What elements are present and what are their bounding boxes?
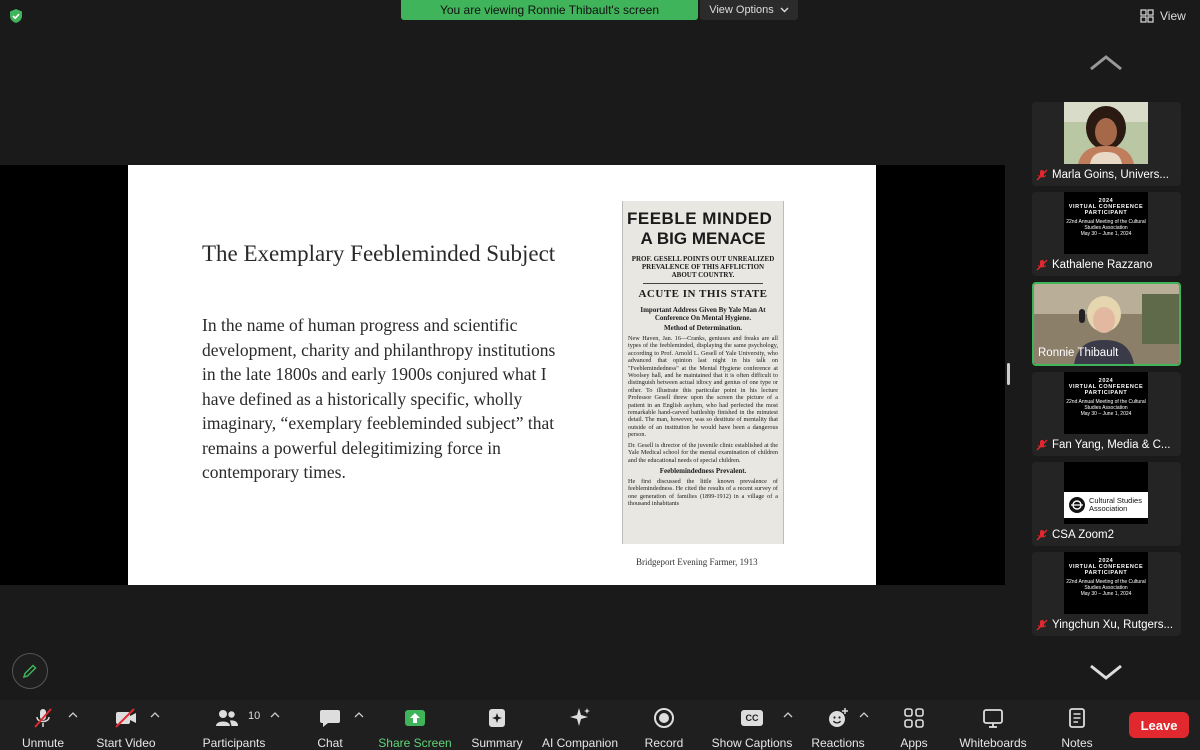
apps-icon (903, 707, 925, 729)
slide-title: The Exemplary Feebleminded Subject (202, 241, 556, 266)
participant-tile-kathalene[interactable] (1032, 192, 1181, 276)
conference-badge-fan: 2024 VIRTUAL CONFERENCE PARTICIPANT 22nd Annual Meeting of the Cultural Studies Association May 30 – June 1, 2024 (1064, 372, 1148, 434)
clipping-text-3: He first discussed the little known prevalence of feeblemindedness. He cited the results of a recent survey of one generation of families (1899-1912) in a village of a thousand inhabitants (628, 477, 778, 508)
share-screen-button[interactable]: Share Screen (376, 700, 454, 750)
chat-button[interactable]: Chat (304, 700, 356, 750)
start-video-button[interactable]: Start Video (92, 700, 160, 750)
conference-badge-kathalene: 2024 VIRTUAL CONFERENCE PARTICIPANT 22nd Annual Meeting of the Cultural Studies Association May 30 – June 1, 2024 (1064, 192, 1148, 254)
participant-name-ronnie: Ronnie Thibault (1038, 347, 1119, 359)
whiteboards-button[interactable]: Whiteboards (954, 700, 1032, 750)
annotate-button[interactable] (12, 653, 48, 689)
participant-name-csa-zoom2: CSA Zoom2 (1036, 527, 1114, 543)
video-options-caret-icon[interactable] (150, 712, 160, 718)
chat-options-caret-icon[interactable] (354, 712, 364, 718)
mic-muted-icon (32, 707, 54, 729)
conference-badge-yingchun: 2024 VIRTUAL CONFERENCE PARTICIPANT 22nd Annual Meeting of the Cultural Studies Association May 30 – June 1, 2024 (1064, 552, 1148, 614)
video-off-icon (114, 707, 138, 729)
participant-tile-csa-zoom2[interactable] (1032, 462, 1181, 546)
csa-logo-icon (1068, 496, 1086, 514)
participants-button[interactable]: Participants (198, 700, 270, 750)
show-captions-button[interactable]: CC Show Captions (708, 700, 796, 750)
view-button[interactable] (1140, 6, 1186, 26)
ai-sparkle-icon (568, 706, 592, 730)
clipping-deck: Important Address Given By Yale Man At Conference On Mental Hygiene. (640, 306, 766, 322)
mic-off-icon (1036, 529, 1048, 541)
chat-bubble-icon (319, 707, 341, 729)
viewing-screen-text: You are viewing Ronnie Thibault's screen (439, 3, 660, 17)
apps-button[interactable]: Apps (890, 700, 938, 750)
view-options-button[interactable] (700, 0, 798, 20)
participant-name-yingchun: Yingchun Xu, Rutgers... (1036, 617, 1173, 633)
security-shield-icon[interactable] (8, 8, 24, 24)
clipping-caption: Bridgeport Evening Farmer, 1913 (636, 557, 758, 567)
notes-button[interactable]: Notes (1052, 700, 1102, 750)
participant-tile-marla[interactable] (1032, 102, 1181, 186)
participants-options-caret-icon[interactable] (270, 712, 280, 718)
slide-body-text: In the name of human progress and scientific development, charity and philanthropy institutions in the late 1800s and early 1900s conjured what I have defined as a historically specific, wholly imaginary, “exemplary feebleminded subject” that remains a powerful delegitimizing force in contemporary times. (202, 315, 556, 482)
clipping-rule (643, 283, 763, 284)
participant-name-kathalene: Kathalene Razzano (1036, 257, 1152, 273)
csa-logo-line1: Cultural Studies (1089, 496, 1142, 505)
clipping-headline-1: FEEBLE MINDED (627, 209, 773, 228)
smiley-reaction-icon (827, 707, 849, 729)
shared-screen-area (0, 165, 1005, 585)
summary-button[interactable]: Summary (466, 700, 528, 750)
participant-tile-yingchun[interactable] (1032, 552, 1181, 636)
clipping-headline-2: A BIG MENACE (640, 229, 766, 248)
presentation-slide (128, 165, 876, 585)
participant-count: 10 (248, 710, 261, 722)
unmute-options-caret-icon[interactable] (68, 712, 78, 718)
mic-off-icon (1036, 169, 1048, 181)
clipping-state-heading: ACUTE IN THIS STATE (638, 288, 768, 300)
clipping-subhead: PROF. GESELL POINTS OUT UNREALIZED PREVALENCE OF THIS AFFLICTION ABOUT COUNTRY. (631, 255, 775, 279)
ai-companion-button[interactable]: AI Companion (540, 700, 620, 750)
record-icon (653, 707, 675, 729)
scroll-up-chevron-icon[interactable] (1089, 54, 1123, 72)
newspaper-clipping-image (622, 201, 784, 544)
reactions-button[interactable]: Reactions (808, 700, 868, 750)
clipping-section-2: Feeblemindedness Prevalent. (659, 466, 747, 475)
meeting-toolbar (0, 700, 1200, 750)
chevron-down-icon (780, 7, 789, 13)
share-screen-icon (404, 708, 426, 728)
csa-logo-line2: Association (1089, 504, 1128, 513)
csa-logo-image (1064, 462, 1148, 524)
clipping-text-1: New Haven, Jan. 16—Cranks, geniuses and freaks are all types of the feebleminded, displaying the same psychology, according to Prof. Arnold L. Gesell of Yale University, who advanced that opinion last night in his talk on "Feeblemindedness" at the Mental Hygiene conference at Woolsey hall, and he maintained that it is often difficult to distinguish between actual idiocy and genius of one type or other. To illustrate this particular point in his lecture Professor Gesell threw upon the screen the picture of a patient in an English asylum, who had perfected the most remarkable hand-carved battleship finished in the minutest detail. The man, however, was so destitute of mentality that outside of an institution he would have been a dangerous person. (628, 335, 778, 439)
summary-sparkle-doc-icon (486, 707, 508, 729)
participant-name-marla: Marla Goins, Univers... (1036, 167, 1169, 183)
clipping-text-2: Dr. Gesell is director of the juvenile clinic established at the Yale Medical school for the mental examination of children and the educational needs of special children. (628, 441, 778, 464)
mic-off-icon (1036, 619, 1048, 631)
participant-tile-fan[interactable] (1032, 372, 1181, 456)
mic-off-icon (1036, 259, 1048, 271)
reactions-options-caret-icon[interactable] (859, 712, 869, 718)
notes-icon (1066, 707, 1088, 729)
mic-off-icon (1036, 439, 1048, 451)
closed-captions-icon: CC (741, 710, 763, 726)
participant-video-marla (1064, 102, 1148, 164)
participant-tile-ronnie[interactable] (1032, 282, 1181, 366)
unmute-button[interactable]: Unmute (14, 700, 72, 750)
panel-resize-handle[interactable] (1007, 363, 1010, 385)
pencil-icon (22, 663, 38, 679)
grid-view-icon (1140, 9, 1154, 23)
record-button[interactable]: Record (638, 700, 690, 750)
participant-name-fan: Fan Yang, Media & C... (1036, 437, 1170, 453)
view-label: View (1160, 9, 1186, 23)
leave-button[interactable]: Leave (1129, 712, 1189, 738)
scroll-down-chevron-icon[interactable] (1089, 663, 1123, 681)
participants-icon (215, 707, 239, 729)
view-options-label: View Options (709, 4, 774, 16)
clipping-section-1: Method of Determination. (664, 324, 742, 332)
viewing-screen-banner (401, 0, 698, 20)
whiteboard-icon (982, 707, 1004, 729)
captions-options-caret-icon[interactable] (783, 712, 793, 718)
